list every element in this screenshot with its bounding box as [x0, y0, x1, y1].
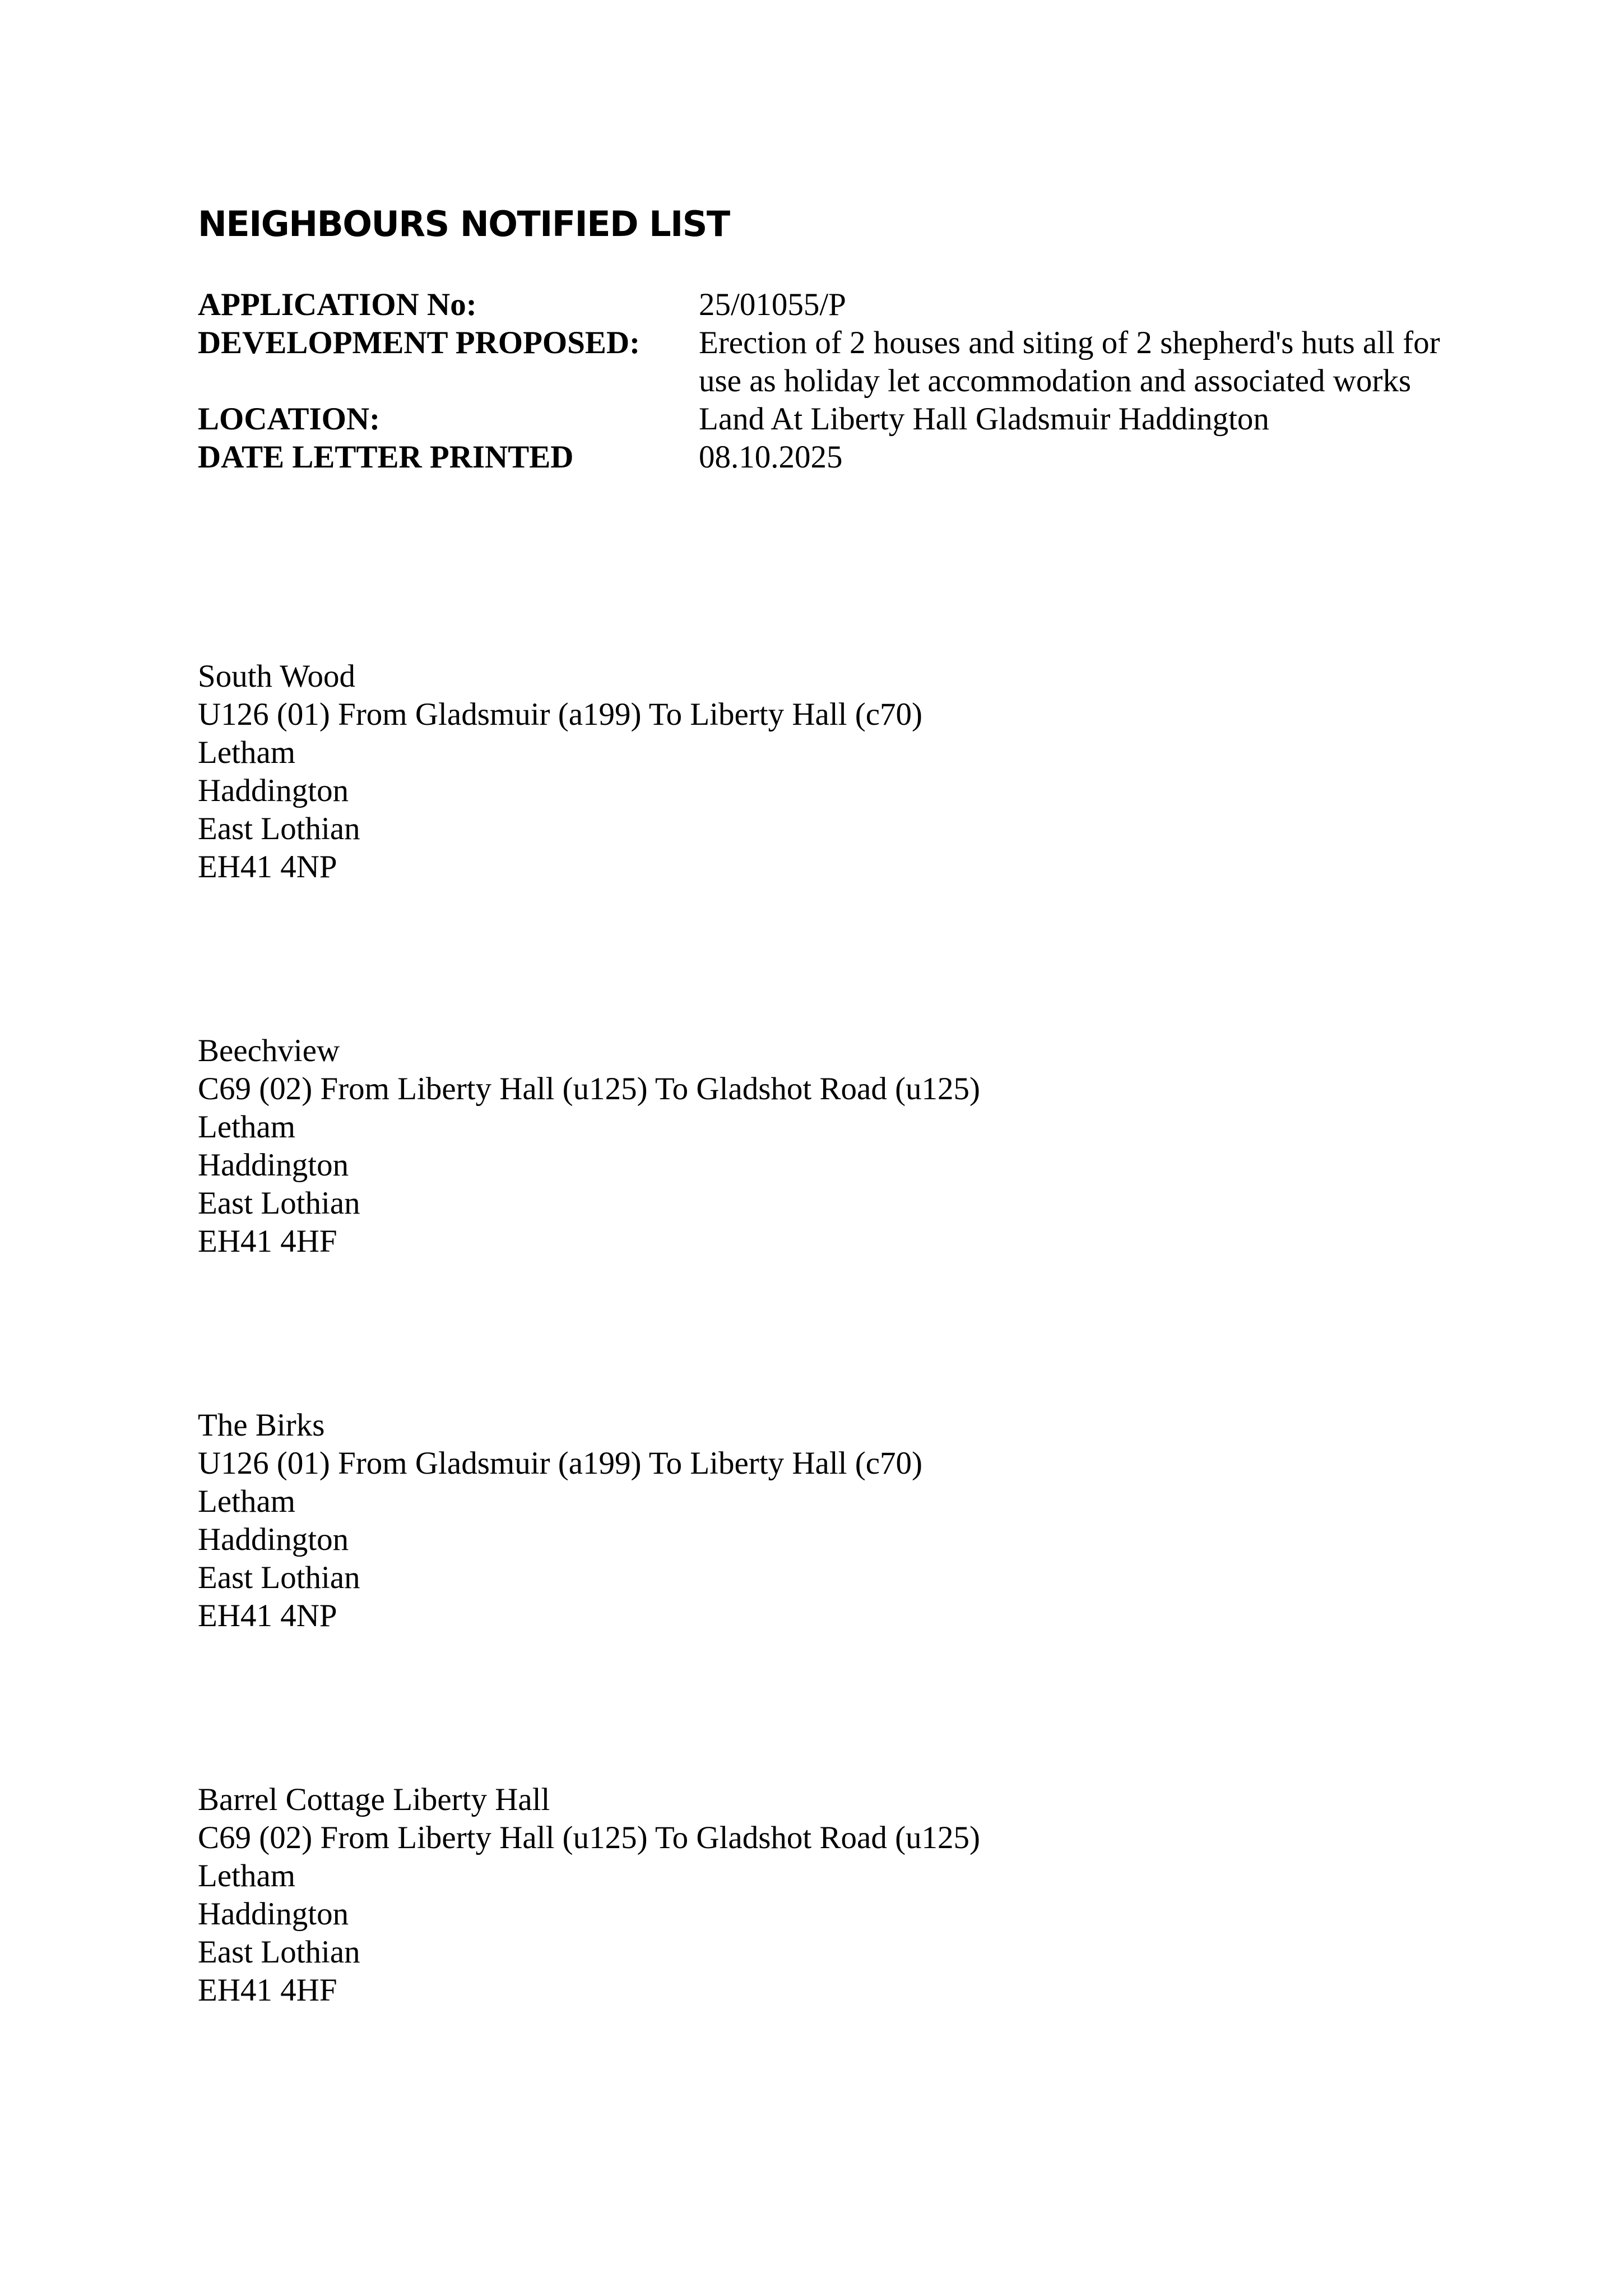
address-line: EH41 4NP [198, 1598, 337, 1633]
document-title: NEIGHBOURS NOTIFIED LIST [198, 203, 730, 244]
neighbour-address [198, 1406, 922, 1635]
date-letter-printed-row [198, 438, 1483, 476]
application-number-row [198, 286, 1483, 324]
application-number-label: APPLICATION No: [198, 287, 477, 322]
address-line: East Lothian [198, 1560, 360, 1595]
address-line: Haddington [198, 1147, 349, 1183]
application-number-value: 25/01055/P [699, 287, 846, 322]
address-line: South Wood [198, 659, 355, 694]
address-line: Barrel Cottage Liberty Hall [198, 1782, 550, 1817]
address-line: East Lothian [198, 1934, 360, 1970]
development-proposed-value: Erection of 2 houses and siting of 2 shepherd's huts all for use as holiday let accommodation and associated works [699, 325, 1440, 399]
address-line: Haddington [198, 1522, 349, 1557]
address-line: Haddington [198, 773, 349, 808]
address-line: Letham [198, 1858, 296, 1894]
development-proposed-row [198, 324, 1483, 400]
location-label: LOCATION: [198, 401, 381, 437]
address-line: EH41 4NP [198, 849, 337, 885]
address-line: EH41 4HF [198, 1224, 337, 1259]
address-line: C69 (02) From Liberty Hall (u125) To Gladshot Road (u125) [198, 1820, 981, 1855]
address-line: East Lothian [198, 1186, 360, 1221]
address-line: East Lothian [198, 811, 360, 846]
address-line: The Birks [198, 1408, 325, 1443]
address-line: EH41 4HF [198, 1973, 337, 2008]
address-line: Haddington [198, 1896, 349, 1932]
neighbour-address [198, 1781, 980, 2010]
location-value: Land At Liberty Hall Gladsmuir Haddington [699, 401, 1269, 437]
neighbour-address [198, 1032, 980, 1261]
date-letter-printed-value: 08.10.2025 [699, 439, 843, 475]
address-line: C69 (02) From Liberty Hall (u125) To Gladshot Road (u125) [198, 1071, 981, 1107]
address-line: Beechview [198, 1033, 340, 1068]
date-letter-printed-label: DATE LETTER PRINTED [198, 439, 574, 475]
address-line: U126 (01) From Gladsmuir (a199) To Liberty Hall (c70) [198, 1446, 923, 1481]
development-proposed-label: DEVELOPMENT PROPOSED: [198, 325, 641, 360]
address-line: Letham [198, 1109, 296, 1145]
neighbour-address [198, 658, 922, 886]
address-line: Letham [198, 1484, 296, 1519]
address-line: U126 (01) From Gladsmuir (a199) To Liberty Hall (c70) [198, 697, 923, 732]
location-row [198, 400, 1483, 438]
application-details [198, 286, 1483, 476]
address-line: Letham [198, 735, 296, 770]
